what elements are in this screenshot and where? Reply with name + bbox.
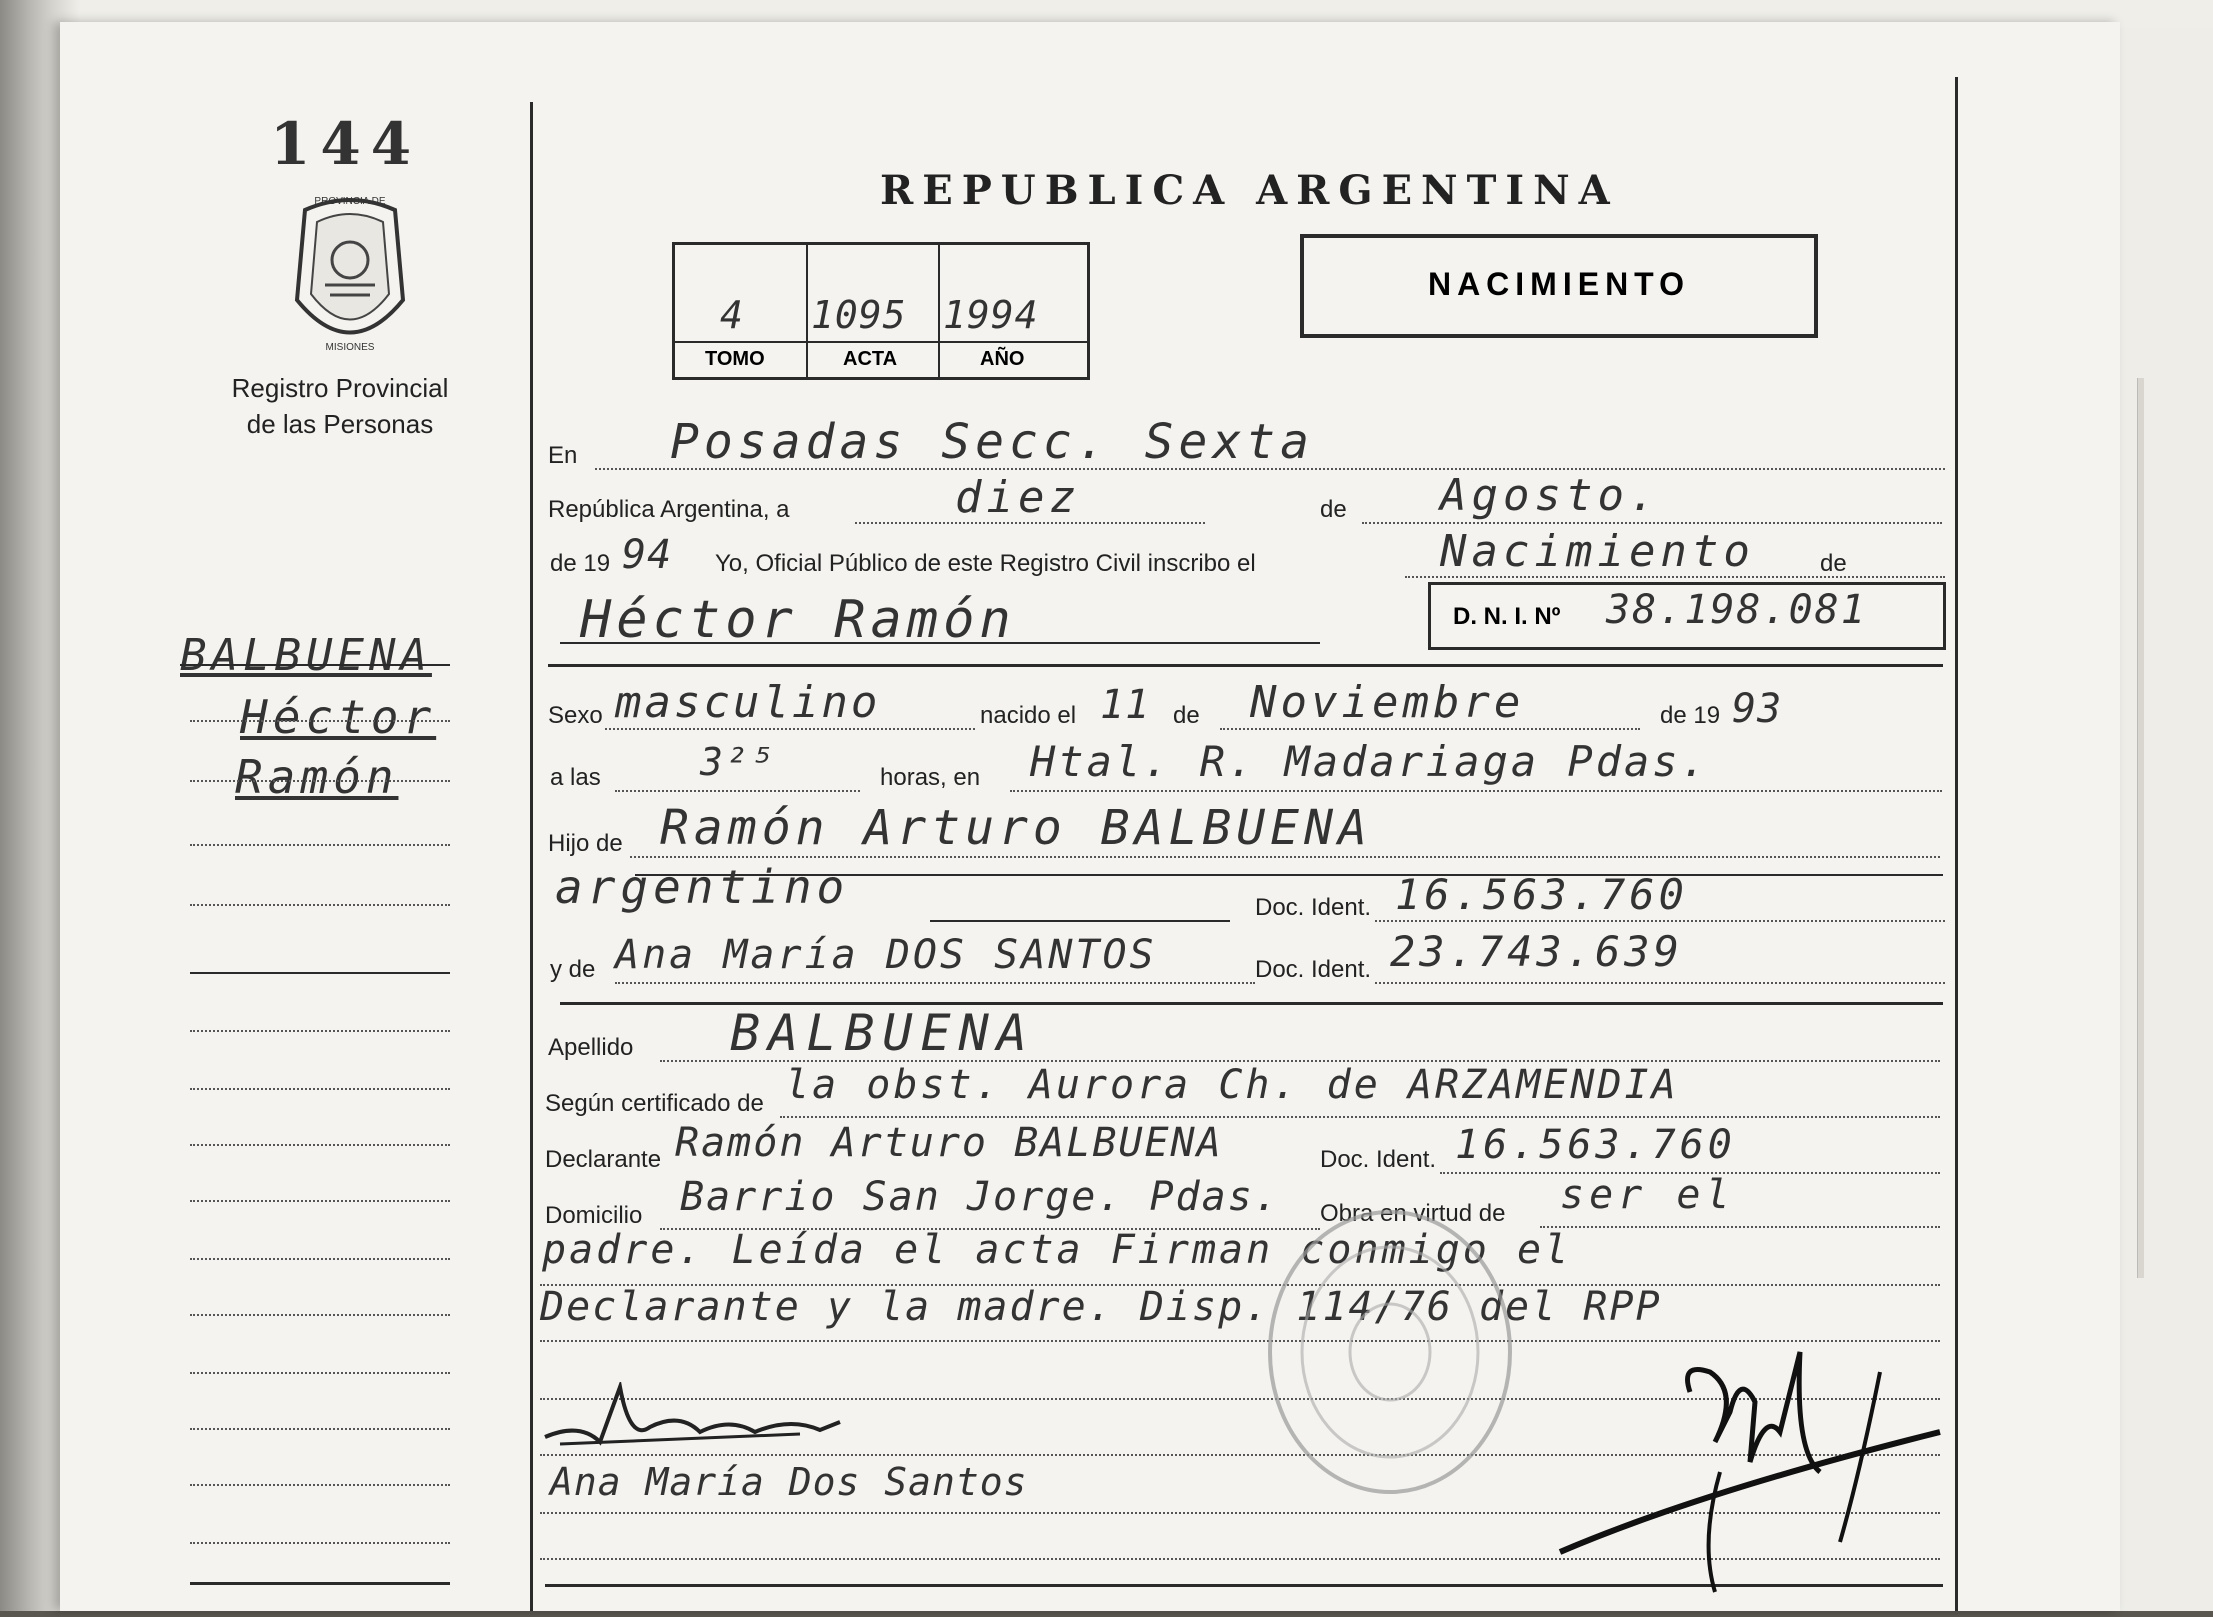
- dni-label: D. N. I. Nº: [1453, 603, 1561, 630]
- birth-place: Htal. R. Madariaga Pdas.: [1030, 737, 1709, 786]
- ano-label: AÑO: [980, 348, 1025, 370]
- inscribe-value: Nacimiento: [1440, 526, 1755, 577]
- dni-value: 38.198.081: [1606, 587, 1867, 633]
- margin-given-name-1: Héctor: [240, 690, 437, 744]
- child-name: Héctor Ramón: [580, 590, 1016, 650]
- obra-label: Obra en virtud de: [1320, 1200, 1506, 1227]
- day-value: diez: [955, 472, 1081, 523]
- seal-bottom-text: MISIONES: [325, 342, 375, 353]
- obra-value: ser el: [1560, 1172, 1735, 1218]
- declarante-doc: 16.563.760: [1455, 1122, 1736, 1168]
- left-border-line: [530, 102, 533, 1611]
- apellido-value: BALBUENA: [730, 1004, 1035, 1062]
- sexo-label: Sexo: [548, 702, 603, 729]
- domicilio-value: Barrio San Jorge. Pdas.: [680, 1174, 1280, 1220]
- yde-label: y de: [550, 956, 596, 983]
- domicilio-label: Domicilio: [545, 1202, 643, 1229]
- officer-signature: [1540, 1332, 1980, 1612]
- provincial-seal: [285, 190, 415, 360]
- registry-line-2: de las Personas: [246, 409, 434, 439]
- country-title: REPUBLICA ARGENTINA: [880, 167, 1619, 214]
- acta-label: ACTA: [843, 348, 898, 370]
- alas-label: a las: [550, 764, 601, 791]
- birth-month: Noviembre: [1250, 677, 1525, 728]
- mother-signature-name: Ana María Dos Santos: [550, 1460, 1028, 1504]
- hijo-label: Hijo de: [548, 830, 623, 857]
- tomo-value: 4: [720, 293, 748, 337]
- folio-number: 144: [270, 110, 422, 178]
- birth-year: 93: [1732, 686, 1783, 732]
- mother-doc-label: Doc. Ident.: [1255, 956, 1372, 983]
- mother-doc: 23.743.639: [1390, 927, 1683, 976]
- acta-value: 1095: [811, 293, 907, 337]
- seal-top-text: PROVINCIA DE: [314, 196, 386, 207]
- birth-day: 11: [1100, 682, 1151, 728]
- segun-label: Según certificado de: [545, 1090, 764, 1117]
- certificate-page: [60, 22, 2120, 1611]
- father-doc-label: Doc. Ident.: [1255, 894, 1372, 921]
- mother-name: Ana María DOS SANTOS: [615, 932, 1157, 978]
- mother-signature-scribble: [540, 1382, 940, 1472]
- closing-line-b: Declarante y la madre. Disp. 114/76 del RPP: [540, 1284, 1662, 1330]
- binding-thread: [2137, 378, 2144, 1278]
- closing-line-a: padre. Leída el acta Firman conmigo el: [542, 1227, 1572, 1273]
- en-label: En: [548, 442, 578, 469]
- republica-label: República Argentina, a: [548, 496, 790, 523]
- apellido-label: Apellido: [548, 1034, 634, 1061]
- margin-given-name-2: Ramón: [235, 750, 399, 804]
- sexo-value: masculino: [615, 677, 881, 728]
- nacido-label: nacido el: [980, 702, 1077, 729]
- oficial-label: Yo, Oficial Público de este Registro Civil inscribo el: [715, 550, 1256, 577]
- year-value: 94: [622, 532, 673, 578]
- dni-box: [1428, 582, 1946, 650]
- ano-value: 1994: [943, 293, 1039, 337]
- registry-line-1: Registro Provincial: [231, 373, 449, 403]
- declarante-doc-label: Doc. Ident.: [1320, 1146, 1437, 1173]
- certificate-value: la obst. Aurora Ch. de ARZAMENDIA: [785, 1062, 1679, 1108]
- horas-label: horas, en: [880, 764, 981, 791]
- registry-name: [230, 370, 450, 442]
- father-name: Ramón Arturo BALBUENA: [660, 800, 1372, 856]
- record-number-box: [672, 242, 1090, 380]
- en-value: Posadas Secc. Sexta: [670, 414, 1315, 470]
- declarante-label: Declarante: [545, 1146, 662, 1173]
- margin-surname: BALBUENA: [180, 630, 432, 681]
- hora-value: 3²⁵: [700, 740, 775, 784]
- official-stamp: [1260, 1202, 1520, 1502]
- tomo-label: TOMO: [705, 348, 765, 370]
- year2-prefix: de 19: [1660, 702, 1721, 729]
- act-type-box: [1300, 234, 1818, 338]
- act-type-label: NACIMIENTO: [1427, 266, 1691, 302]
- father-nationality: argentino: [555, 860, 850, 914]
- de-label: de: [1320, 496, 1347, 523]
- month-value: Agosto.: [1440, 470, 1661, 521]
- de2-label: de: [1820, 550, 1847, 577]
- father-doc: 16.563.760: [1395, 870, 1688, 919]
- de3-label: de: [1173, 702, 1200, 729]
- declarante-value: Ramón Arturo BALBUENA: [675, 1120, 1223, 1166]
- year-prefix: de 19: [550, 550, 611, 577]
